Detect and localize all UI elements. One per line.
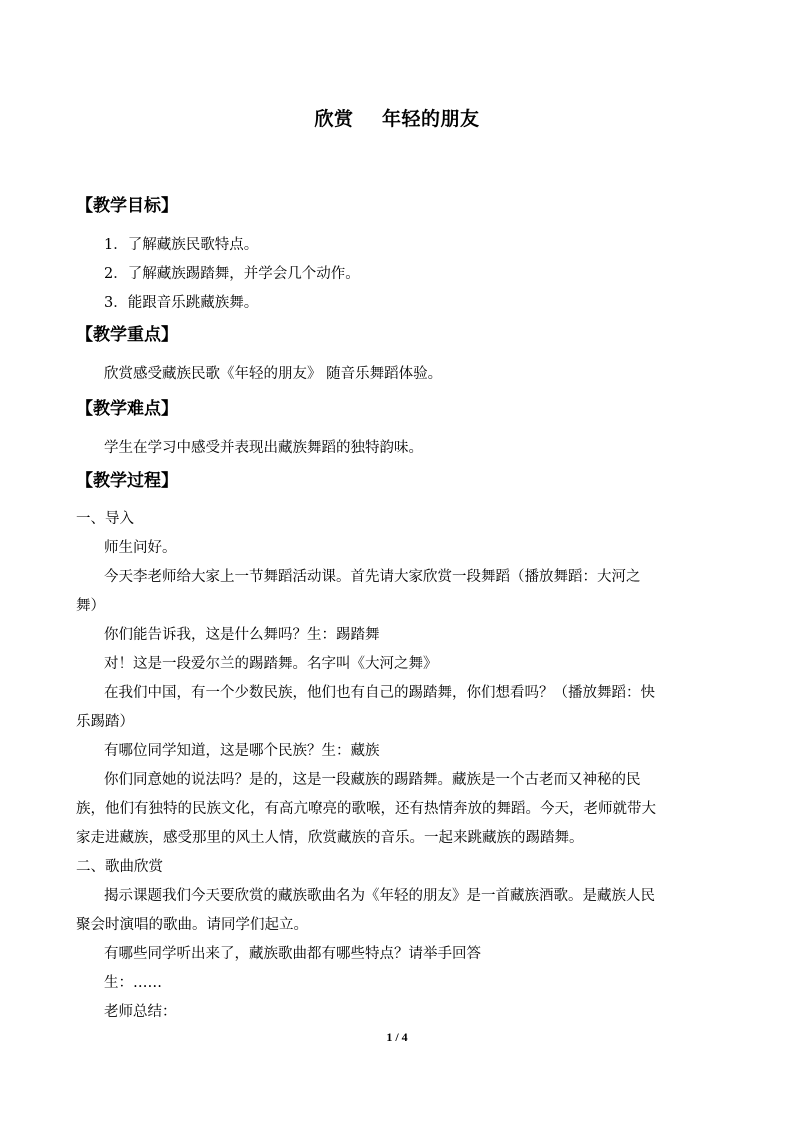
part1-line: 族，他们有独特的民族文化，有高亢嘹亮的歌喉，还有热情奔放的舞蹈。今天，老师就带大 xyxy=(76,801,656,817)
page-number: 1 / 4 xyxy=(386,1030,408,1044)
key-points-text: 欣赏感受藏族民歌《年轻的朋友》 随音乐舞蹈体验。 xyxy=(104,366,443,382)
part1-line: 在我们中国，有一个少数民族，他们也有自己的踢踏舞，你们想看吗？（播放舞蹈：快 xyxy=(104,685,655,701)
part2-line: 聚会时演唱的歌曲。请同学们起立。 xyxy=(76,917,308,933)
part2-title: 二、歌曲欣赏 xyxy=(76,859,163,875)
heading-difficulties: 【教学难点】 xyxy=(76,399,178,419)
part2-line: 有哪些同学听出来了，藏族歌曲都有哪些特点？请举手回答 xyxy=(104,946,481,962)
part1-line: 师生问好。 xyxy=(104,540,177,556)
difficulties-text: 学生在学习中感受并表现出藏族舞蹈的独特韵味。 xyxy=(104,440,423,456)
part1-line: 舞） xyxy=(76,598,105,614)
part1-title: 一、导入 xyxy=(76,511,134,527)
part1-line: 你们能告诉我，这是什么舞吗？生：踢踏舞 xyxy=(104,627,380,643)
part1-line: 今天李老师给大家上一节舞蹈活动课。首先请大家欣赏一段舞蹈（播放舞蹈：大河之 xyxy=(104,569,641,585)
goal-item-1: 1．了解藏族民歌特点。 xyxy=(104,237,259,253)
heading-goals: 【教学目标】 xyxy=(76,196,178,216)
part2-line: 揭示课题我们今天要欣赏的藏族歌曲名为《年轻的朋友》是一首藏族酒歌。是藏族人民 xyxy=(104,888,655,904)
part2-line: 生：…… xyxy=(104,975,162,991)
part1-line: 有哪位同学知道，这是哪个民族？生：藏族 xyxy=(104,743,380,759)
document-title: 欣赏 年轻的朋友 xyxy=(314,108,480,130)
goal-item-3: 3．能跟音乐跳藏族舞。 xyxy=(104,295,259,311)
part1-line: 家走进藏族，感受那里的风土人情，欣赏藏族的音乐。一起来跳藏族的踢踏舞。 xyxy=(76,830,584,846)
part1-line: 你们同意她的说法吗？是的，这是一段藏族的踢踏舞。藏族是一个古老而又神秘的民 xyxy=(104,772,641,788)
heading-process: 【教学过程】 xyxy=(76,471,178,491)
heading-key-points: 【教学重点】 xyxy=(76,325,178,345)
part2-line: 老师总结： xyxy=(104,1004,177,1020)
part1-line: 乐踢踏） xyxy=(76,714,134,730)
part1-line: 对！这是一段爱尔兰的踢踏舞。名字叫《大河之舞》 xyxy=(104,656,438,672)
goal-item-2: 2．了解藏族踢踏舞，并学会几个动作。 xyxy=(104,266,360,282)
